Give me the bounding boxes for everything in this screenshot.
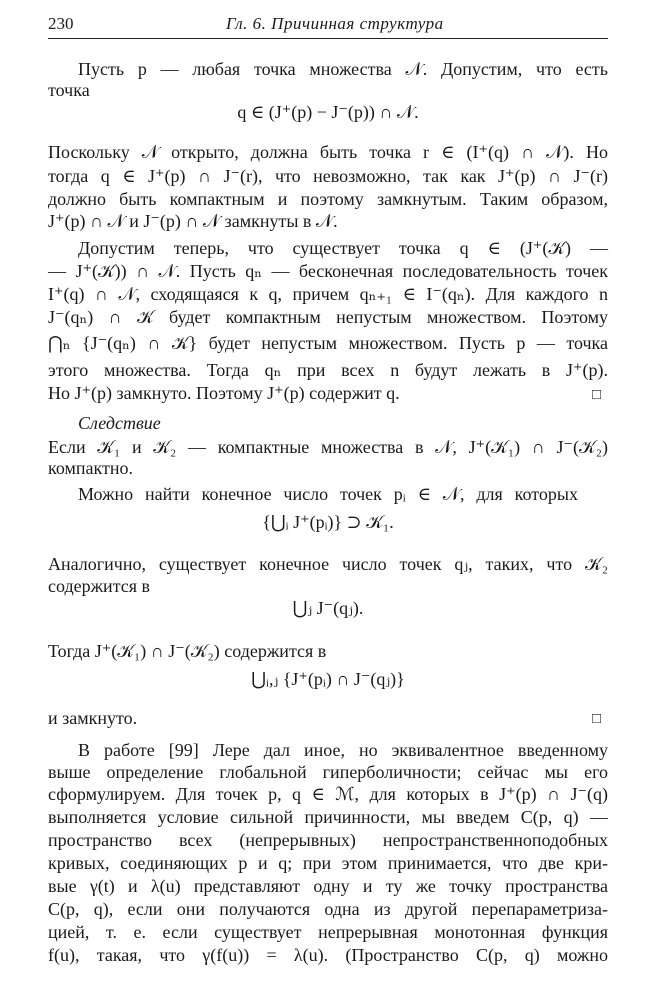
text-line: содержится в [48,576,151,596]
text-line: должно быть компактным и поэтому замкнутым. Таким образом, [48,189,608,209]
page-number: 230 [48,14,74,33]
text-line: Аналогично, существует конечное число точек qⱼ, таких, что 𝒦₂ [48,554,608,574]
text-line: Пусть p — любая точка множества 𝒩. Допустим, что есть [78,59,608,79]
text-line: выполняется условие сильной причинности, мы введем C(p, q) — [48,807,608,827]
text-line: В работе [99] Лере дал иное, но эквивалентное введенному [78,740,608,760]
text-line: кривых, соединяющих p и q; при этом принимается, что две кри- [48,853,608,873]
text-line: J⁻(qₙ) ∩ 𝒦 будет компактным непустым множеством. Поэтому [48,307,608,327]
text-line: и замкнуто. [48,708,138,728]
text-line: сформулируем. Для точек p, q ∈ ℳ, для которых в J⁺(p) ∩ J⁻(q) [48,784,608,804]
corollary-heading: Следствие [78,413,161,433]
text-line: вые γ(t) и λ(u) представляют одну и ту же точку пространства [48,876,608,896]
text-line: выше определение глобальной гиперболичности; сейчас мы его [48,762,608,782]
text-line: цией, т. е. если существует непрерывная монотонная функция [48,922,608,942]
text-line: Можно найти конечное число точек pᵢ ∈ 𝒩, для которых [78,484,578,504]
text-line: Допустим теперь, что существует точка q ∈ (J⁺(𝒦) — [78,238,608,258]
formula-line: q ∈ (J⁺(p) − J⁻(p)) ∩ 𝒩. [237,102,419,122]
text-line: — J⁺(𝒦)) ∩ 𝒩. Пусть qₙ — бесконечная последовательность точек [48,261,608,281]
text-line: Поскольку 𝒩 открыто, должна быть точка r ∈ (I⁺(q) ∩ 𝒩). Но [48,142,608,162]
end-of-proof-mark: □ [592,711,602,727]
text-line: тогда q ∈ J⁺(p) ∩ J⁻(r), что невозможно, так как J⁺(p) ∩ J⁻(r) [48,166,608,186]
text-line: f(u), такая, что γ(f(u)) = λ(u). (Пространство C(p, q) можно [48,945,608,965]
text-line: этого множества. Тогда qₙ при всех n будут лежать в J⁺(p). [48,360,608,380]
text-line: J⁺(p) ∩ 𝒩 и J⁻(p) ∩ 𝒩 замкнуты в 𝒩. [48,211,338,231]
text-line: C(p, q), если они получаются одна из другой перепараметриза- [48,899,608,919]
formula-line: ⋃ⱼ J⁻(qⱼ). [292,598,364,618]
text-line: пространство всех (непрерывных) непространственноподобных [48,830,608,850]
text-line: Если 𝒦₁ и 𝒦₂ — компактные множества в 𝒩, J⁺(𝒦₁) ∩ J⁻(𝒦₂) [48,437,608,457]
text-line: ⋂ₙ {J⁻(qₙ) ∩ 𝒦} будет непустым множеством. Пусть p — точка [48,333,608,353]
text-line: I⁺(q) ∩ 𝒩, сходящаяся к q, причем qₙ₊₁ ∈ I⁻(qₙ). Для каждого n [48,284,608,304]
text-line: Тогда J⁺(𝒦₁) ∩ J⁻(𝒦₂) содержится в [48,641,327,661]
running-title: Гл. 6. Причинная структура [226,14,444,33]
formula-line: {⋃ᵢ J⁺(pᵢ)} ⊃ 𝒦₁. [262,512,394,532]
formula-line: ⋃ᵢ,ⱼ {J⁺(pᵢ) ∩ J⁻(qⱼ)} [251,669,405,689]
end-of-proof-mark: □ [592,387,602,403]
header-rule [48,38,608,39]
text-line: компактно. [48,458,134,478]
text-line: Но J⁺(p) замкнуто. Поэтому J⁺(p) содержит q. [48,383,400,403]
text-line: точка [48,80,90,100]
